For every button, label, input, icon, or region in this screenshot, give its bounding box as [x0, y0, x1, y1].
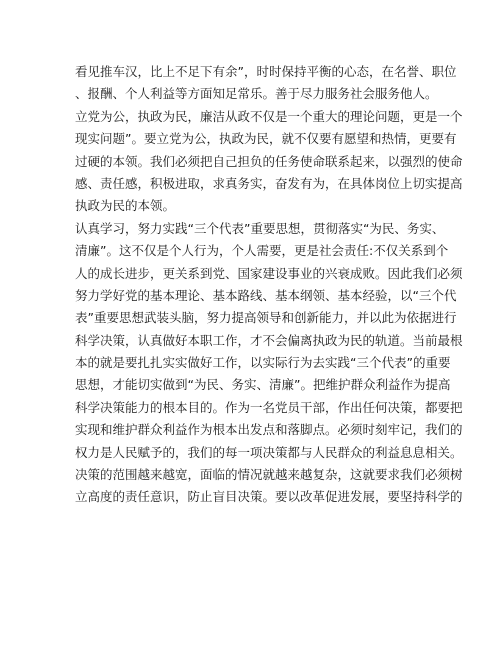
body-text: [75, 61, 463, 509]
text-line-13: 科学决策，认真做好本职工作，才不会偏离执政为民的轨道。当前最根: [75, 332, 463, 348]
text-line-18: 权力是人民赋予的，我们的每一项决策都与人民群众的利益息息相关。: [75, 444, 463, 460]
text-line-7: 执政为民的本领。: [75, 198, 176, 214]
text-line-8: 认真学习，努力实践“三个代表”重要思想，贯彻落实“为民、务实、: [75, 220, 445, 236]
text-line-1: 看见推车汉，比上不足下有余”，时时保持平衡的心态，在名誉、职位: [75, 64, 457, 79]
text-line-4: 现实问题”。要立党为公，执政为民，就不仅要有愿望和热情，更要有: [75, 131, 457, 147]
text-line-14: 本的就是要扎扎实实做好工作，以实际行为去实践“三个代表”的重要: [75, 355, 451, 371]
text-line-3: 立党为公，执政为民，廉洁从政不仅是一个重大的理论问题，更是一个: [75, 108, 463, 124]
text-line-19: 决策的范围越来越宽，面临的情况就越来越复杂，这就要求我们必须树: [75, 467, 463, 483]
text-line-2: 、报酬、个人利益等方面知足常乐。善于尽力服务社会服务他人。: [75, 86, 438, 102]
text-line-17: 实现和维护群众利益作为根本出发点和落脚点。必须时刻牢记，我们的: [75, 422, 463, 438]
text-line-6: 感、责任感，积极进取，求真务实，奋发有为，在具体岗位上切实提高: [75, 175, 463, 191]
text-line-9: 清廉”。这不仅是个人行为，个人需要，更是社会责任:不仅关系到个: [75, 243, 449, 259]
text-line-16: 科学决策能力的根本目的。作为一名党员干部，作出任何决策，都要把: [75, 399, 463, 415]
text-line-11: 努力学好党的基本理论、基本路线、基本纲领、基本经验，以“三个代: [75, 287, 457, 303]
text-line-10: 人的成长进步，更关系到党、国家建设事业的兴衰成败。因此我们必须: [75, 265, 463, 281]
text-line-5: 过硬的本领。我们必须把自己担负的任务使命联系起来，以强烈的使命: [75, 153, 463, 169]
text-line-12: 表”重要思想武装头脑，努力提高领导和创新能力，并以此为依据进行: [75, 310, 457, 326]
text-line-20: 立高度的责任意识，防止盲目决策。要以改革促进发展，要坚持科学的: [75, 489, 463, 505]
text-line-15: 思想，才能切实做到“为民、务实、清廉”。把维护群众利益作为提高: [75, 377, 451, 393]
